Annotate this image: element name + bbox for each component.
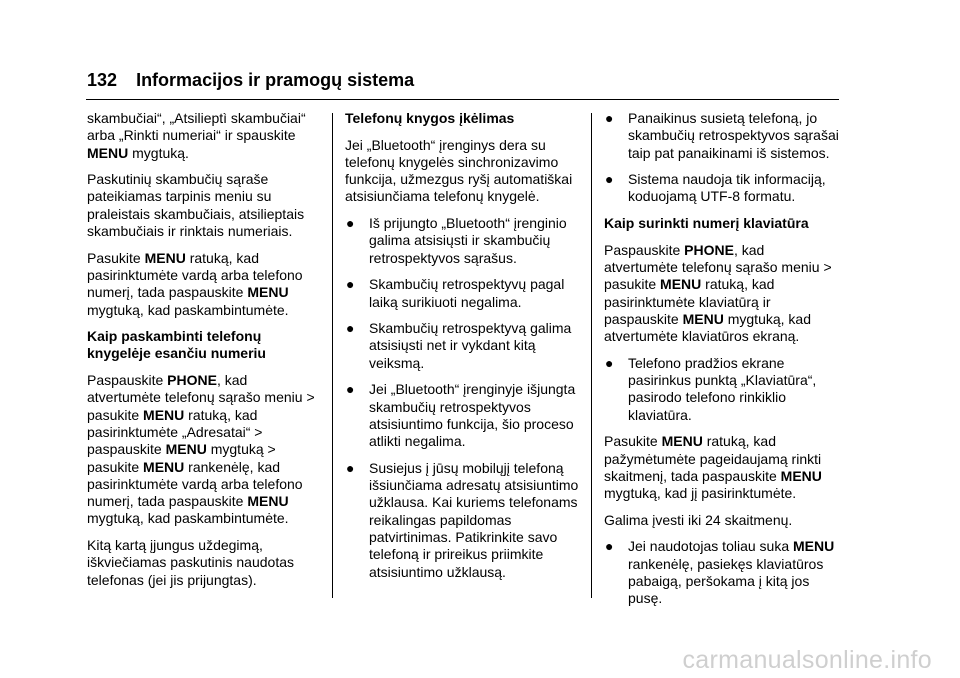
column-divider [332,113,333,598]
paragraph: Paskutinių skambučių sąraše pateikiamas tarpinis meniu su praleistais skambučiais, atsilieptais skambučiais ir rinktais numeriais. [87,171,305,240]
bullet-dot-icon: ● [346,215,355,232]
column-right [604,110,840,617]
paragraph: Paspauskite PHONE, kad atvertumėte telefonų sąrašo meniu > pasukite MENU ratuką, kad pasirinktumėte klaviatūrą ir paspauskite MENU mygtuką, kad atvertumėte klaviatūros ekraną. [604,241,832,345]
bullet-item: ● Jei „Bluetooth“ įrenginyje išjungta skambučių retrospektyvos atsisiuntimo funkcija, šio proceso atlikti negalima. [346,381,576,450]
paragraph: Paspauskite PHONE, kad atvertumėte telefonų sąrašo meniu > pasukite MENU ratuką, kad pasirinktumėte „Adresatai“ > paspauskite MENU mygtuką > pasukite MENU rankenėlę, kad pasirinktumėte vardą arba telefono numerį, tada paspauskite MENU mygtuką, kad paskambintumėte. [87,372,315,527]
page-header [87,70,414,91]
bullet-item: ● Skambučių retrospektyvų pagal laiką surikiuoti negalima. [346,276,565,310]
column-divider [591,113,592,598]
column-middle [345,110,581,590]
bullet-dot-icon: ● [605,171,614,188]
header-rule [86,99,839,100]
paragraph: Pasukite MENU ratuką, kad pažymėtumėte pageidaujamą rinkti skaitmenį, tada paspauskite MENU mygtuką, kad jį pasirinktumėte. [604,433,822,502]
bold-keyword: PHONE [684,241,734,258]
column-left [87,110,319,598]
bullet-item: ● Iš prijungto „Bluetooth“ įrenginio galima atsisiųsti ir skambučių retrospektyvos sąrašus. [346,215,567,266]
bullet-dot-icon: ● [346,276,355,293]
bullet-dot-icon: ● [605,354,614,371]
bullet-item: ● Jei naudotojas toliau suka MENU rankenėlę, pasiekęs klaviatūros pabaigą, peršokama į kitą jos pusę. [605,538,835,607]
subheading: Telefonų knygos įkėlimas [345,110,515,126]
subheading: Kaip surinkti numerį klaviatūra [604,215,809,232]
paragraph: Kitą kartą įjungus uždegimą, iškviečiamas paskutinis naudotas telefonas (jei jis prijungtas). [87,537,294,588]
bold-keyword: MENU [682,310,724,327]
bold-keyword: MENU [144,249,186,266]
bold-keyword: PHONE [167,372,217,389]
bold-keyword: MENU [793,538,835,555]
bullet-item: ● Skambučių retrospektyvą galima atsisiųsti net ir vykdant kitą veiksmą. [346,320,572,371]
paragraph: Galima įvesti iki 24 skaitmenų. [604,511,793,528]
paragraph: skambučiai“, „Atsilieptì skambučiai“ arba „Rinkti numeriai“ ir spauskite MENU mygtuką. [87,110,306,161]
bullet-dot-icon: ● [346,381,355,398]
bullet-item: ● Susiejus į jūsų mobilųjį telefoną išsiunčiama adresatų atsisiuntimo užklausa. Kai kuriems telefonams reikalingas papildomas patvirtinimas. Patikrinkite savo telefoną ir prireikus priimkite atsisiuntimo užklausą. [346,459,579,580]
subheading: Kaip paskambinti telefonų knygelėje esančiu numeriu [87,328,266,362]
watermark: carmanualsonline.info [682,646,932,674]
paragraph: Pasukite MENU ratuką, kad pasirinktumėte vardą arba telefono numerį, tada paspauskite MENU mygtuką, kad paskambintumėte. [87,249,303,318]
bold-keyword: MENU [660,276,702,293]
section-title: Informacijos ir pramogų sistema [136,70,415,90]
bullet-item: ● Telefono pradžios ekrane pasirinkus punktą „Klaviatūra“, pasirodo telefono rinkiklio klaviatūra. [605,354,817,423]
bullet-dot-icon: ● [605,110,614,126]
page-number: 132 [87,70,118,90]
bullet-dot-icon: ● [605,538,614,555]
bold-keyword: MENU [143,406,185,423]
paragraph: Jei „Bluetooth“ įrenginys dera su telefonų knygelės sinchronizavimo funkcija, užmezgus ryšį automatiškai atsisiunčiama telefonų knygelė. [345,136,573,205]
bullet-dot-icon: ● [346,459,355,476]
bold-keyword: MENU [247,493,289,510]
bullet-item: ● Panaikinus susietą telefoną, jo skambučių retrospektyvos sąrašai taip pat panaikinami iš sistemos. [605,110,839,161]
bullet-dot-icon: ● [346,320,355,337]
bold-keyword: MENU [143,458,185,475]
bold-keyword: MENU [247,284,289,301]
bold-keyword: MENU [87,144,129,161]
bullet-item: ● Sistema naudoja tik informaciją, koduojamą UTF-8 formatu. [605,171,826,205]
bold-keyword: MENU [780,467,822,484]
bold-keyword: MENU [661,433,703,450]
bold-keyword: MENU [165,441,207,458]
